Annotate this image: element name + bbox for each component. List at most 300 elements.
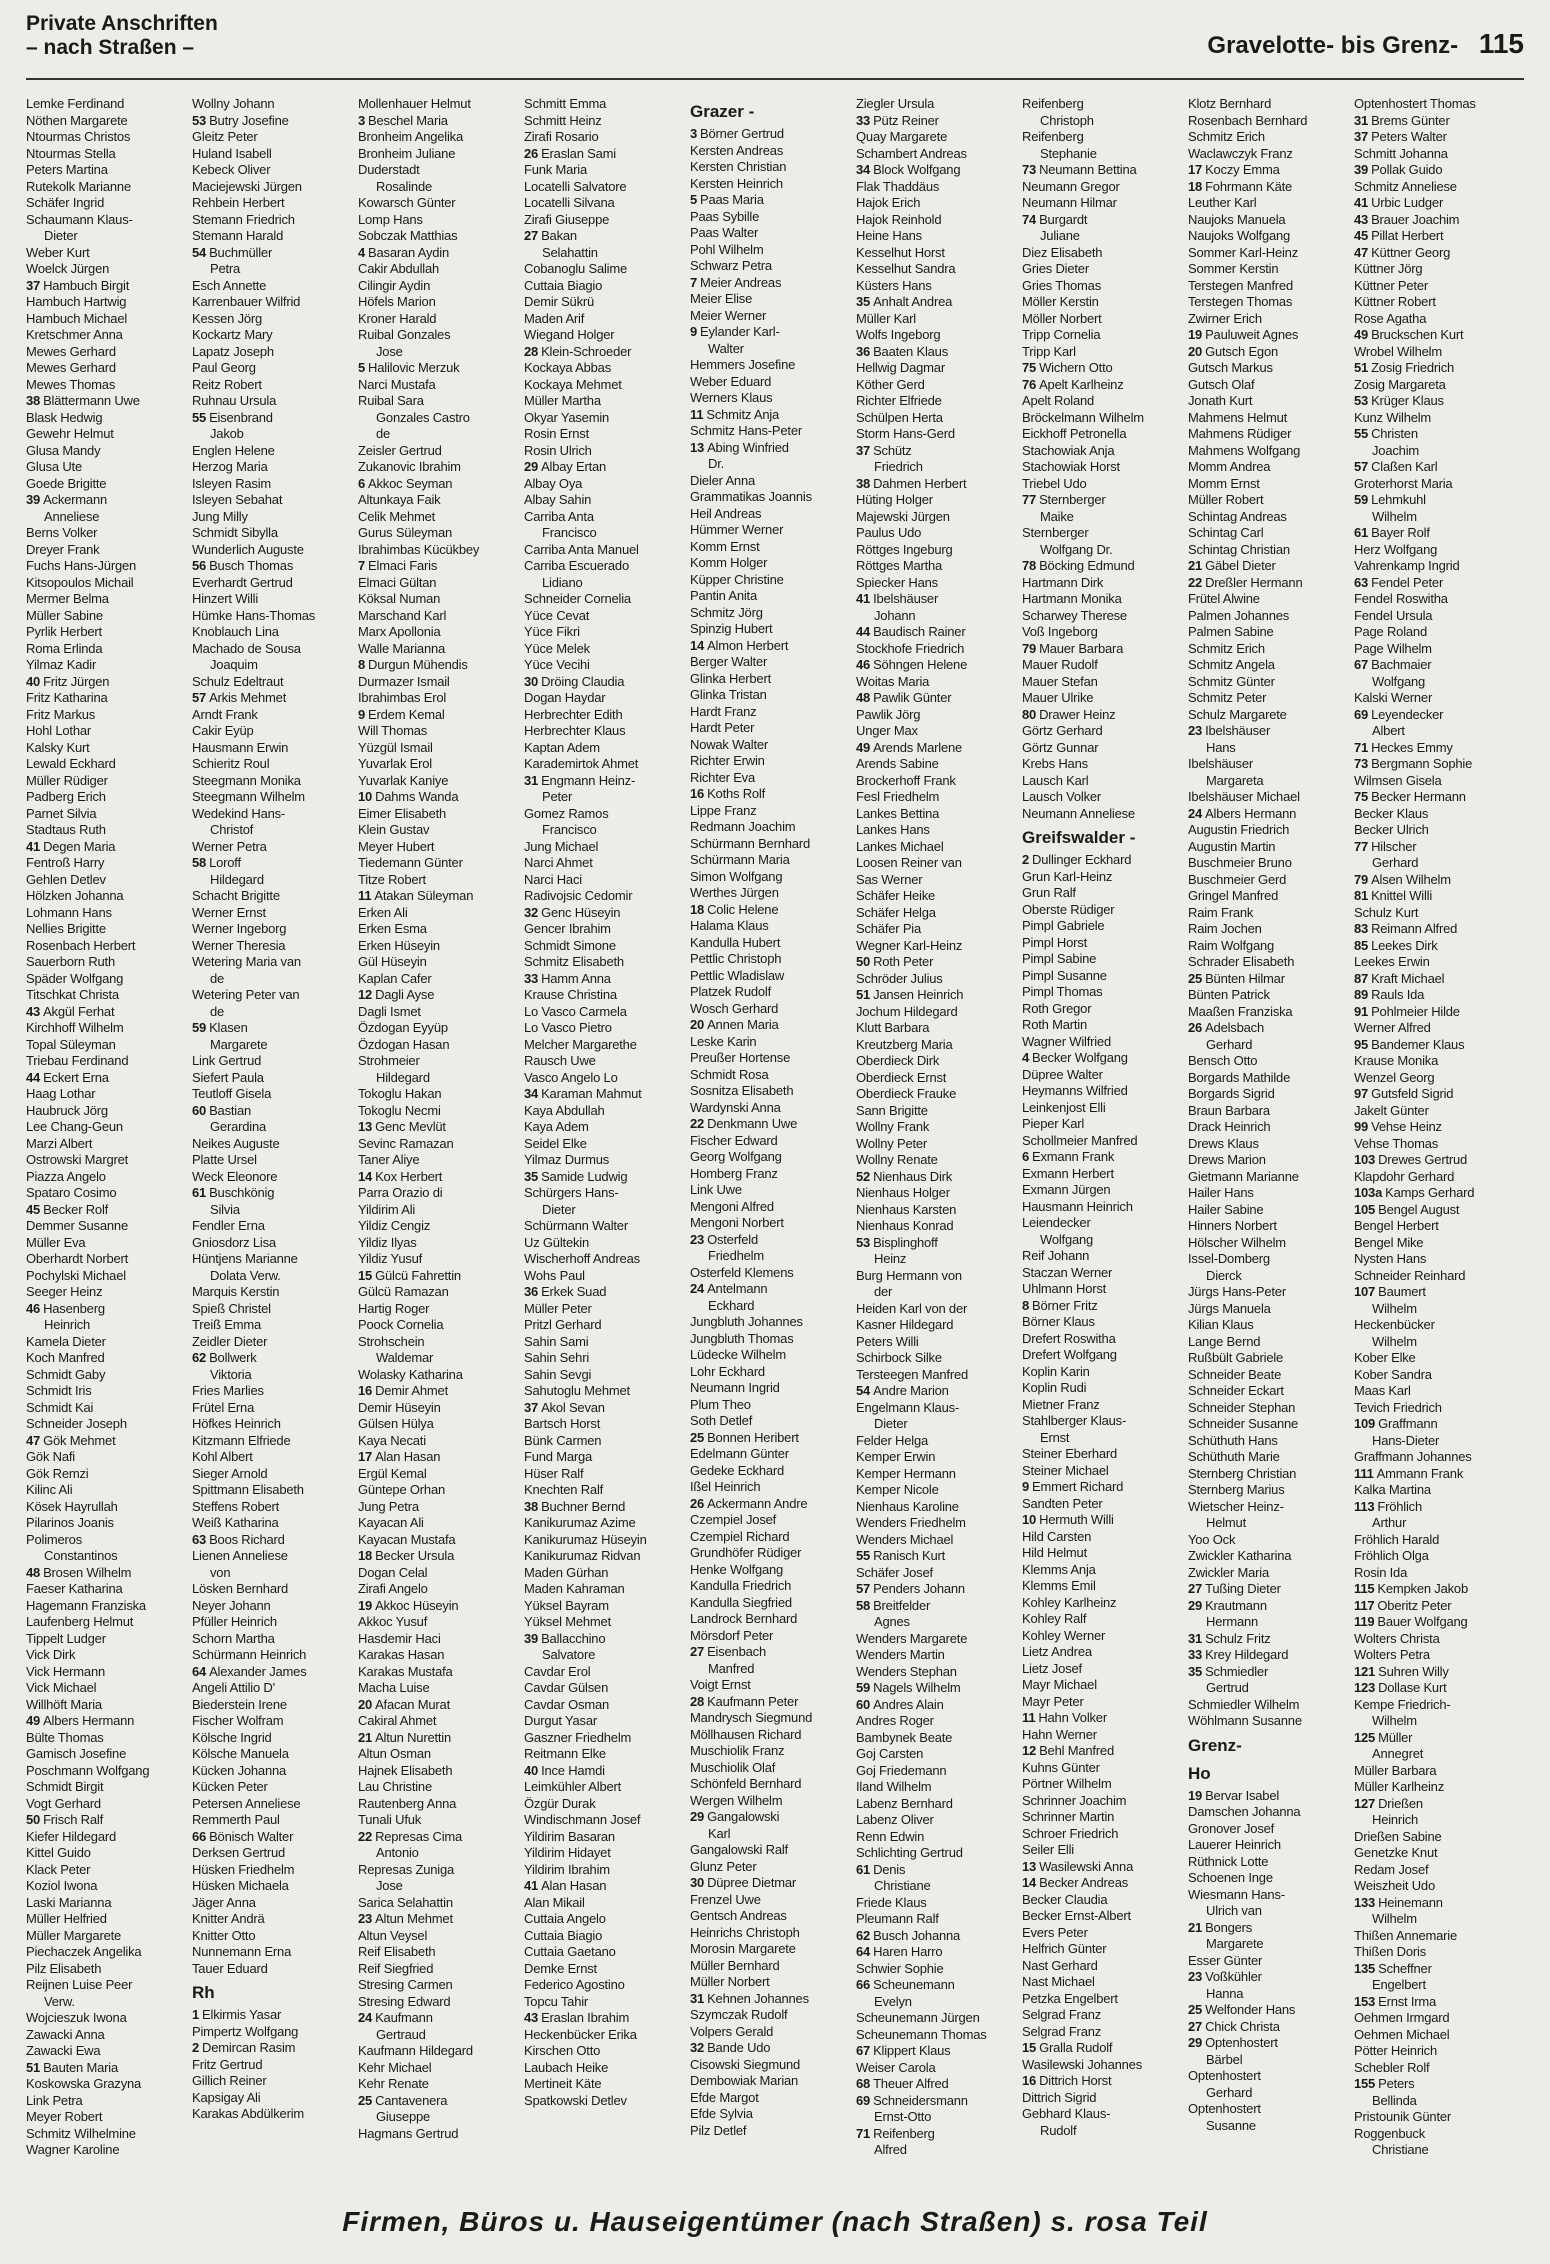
resident-name: Padberg Erich: [26, 789, 106, 804]
resident-name: Schmitz Anneliese: [1354, 178, 1457, 194]
resident-name: Wetering Maria van: [192, 954, 301, 969]
directory-entry: [690, 143, 856, 160]
directory-entry: [26, 1779, 192, 1796]
resident-name: Graffmann Johannes: [1354, 1449, 1472, 1464]
directory-entry: [524, 1548, 690, 1565]
entry-continuation: [690, 1248, 856, 1265]
house-number: 89: [1354, 987, 1369, 1002]
directory-entry: [192, 1433, 358, 1450]
directory-entry: [1354, 1647, 1520, 1664]
resident-name: Eylander Karl-: [700, 324, 780, 339]
directory-entry: [1188, 1821, 1354, 1838]
resident-name: Kockartz Mary: [192, 327, 273, 342]
resident-name: Stachowiak Horst: [1022, 459, 1120, 474]
resident-name: Kirschen Otto: [524, 2043, 601, 2058]
resident-name: Yildirim Ali: [358, 1201, 416, 1217]
resident-name: Schorn Martha: [192, 1630, 275, 1646]
house-number: 5: [690, 192, 698, 207]
resident-name: Wollny Frank: [856, 1119, 930, 1134]
resident-name: Afacan Murat: [375, 1696, 450, 1712]
resident-name: Börner Fritz: [1032, 1297, 1098, 1313]
resident-name: Scharwey Therese: [1022, 607, 1127, 623]
directory-entry: [358, 1235, 524, 1252]
resident-name: Kroner Harald: [358, 310, 437, 326]
resident-name: Eickhoff Petronella: [1022, 426, 1127, 441]
resident-name: Boos Richard: [209, 1531, 285, 1547]
directory-entry: [690, 1199, 856, 1216]
resident-name: Hildegard: [210, 871, 264, 887]
directory-entry: [524, 1449, 690, 1466]
directory-entry: [690, 638, 856, 655]
resident-name: Quay Margarete: [856, 129, 948, 144]
directory-entry: [1354, 756, 1520, 773]
resident-name: Parnet Silvia: [26, 805, 97, 821]
resident-name: Berns Volker: [26, 525, 98, 540]
house-number: 22: [358, 1828, 373, 1844]
house-number: 14: [358, 1168, 373, 1184]
resident-name: Exmann Frank: [1032, 1149, 1115, 1164]
directory-entry: [26, 1532, 192, 1549]
directory-entry: [192, 773, 358, 790]
resident-name: Zirafi Rosario: [524, 129, 599, 144]
resident-name: Petra: [210, 261, 241, 276]
house-number: 25: [1188, 970, 1203, 986]
directory-entry: [1022, 2090, 1188, 2107]
resident-name: Pillat Herbert: [1371, 228, 1444, 243]
directory-entry: [358, 558, 524, 575]
directory-entry: [856, 492, 1022, 509]
directory-entry: [1188, 1887, 1354, 1904]
resident-name: Demke Ernst: [524, 1960, 597, 1976]
house-number: 20: [1188, 343, 1203, 359]
directory-entry: [1188, 1449, 1354, 1466]
resident-name: Gewehr Helmut: [26, 426, 114, 441]
resident-name: Steiner Michael: [1022, 1462, 1109, 1478]
directory-entry: [26, 1977, 192, 1994]
directory-entry: [192, 558, 358, 575]
directory-entry: [1354, 410, 1520, 427]
directory-entry: [1022, 1281, 1188, 1298]
resident-name: Wardynski Anna: [690, 1099, 781, 1115]
directory-entry: [26, 1944, 192, 1961]
resident-name: Yilmaz Durmus: [524, 1152, 610, 1167]
resident-name: Plum Theo: [690, 1396, 751, 1412]
directory-entry: [26, 1796, 192, 1813]
resident-name: Zosig Margareta: [1354, 376, 1446, 392]
resident-name: Güntepe Orhan: [358, 1482, 446, 1497]
resident-name: Börner Gertrud: [700, 126, 784, 141]
entry-continuation: [26, 1548, 192, 1565]
directory-entry: [524, 1284, 690, 1301]
directory-entry: [1188, 591, 1354, 608]
resident-name: Frenzel Uwe: [690, 1891, 761, 1907]
directory-entry: [192, 212, 358, 229]
directory-entry: [1022, 1908, 1188, 1925]
resident-name: Unger Max: [856, 723, 918, 738]
directory-entry: [524, 1103, 690, 1120]
resident-name: Dieler Anna: [690, 472, 756, 488]
house-number: 119: [1354, 1614, 1375, 1629]
resident-name: Schüthuth Hans: [1188, 1432, 1278, 1448]
resident-name: Flak Thaddäus: [856, 178, 940, 194]
resident-name: Mauer Stefan: [1022, 673, 1098, 689]
directory-entry: [690, 291, 856, 308]
directory-entry: [358, 2076, 524, 2093]
resident-name: Esser Günter: [1188, 1952, 1263, 1968]
resident-name: Hardt Franz: [690, 703, 757, 719]
resident-name: Dahmen Herbert: [873, 475, 967, 491]
directory-entry: [358, 1284, 524, 1301]
resident-name: Gillich Reiner: [192, 2073, 267, 2088]
house-number: 61: [856, 1861, 871, 1877]
directory-column: [524, 96, 690, 2186]
house-number: 21: [1188, 1919, 1203, 1935]
directory-entry: [358, 1317, 524, 1334]
directory-entry: [192, 1400, 358, 1417]
resident-name: Hellwig Dagmar: [856, 360, 945, 375]
directory-entry: [26, 2126, 192, 2143]
directory-entry: [1022, 1001, 1188, 1018]
directory-entry: [1022, 327, 1188, 344]
house-number: 63: [192, 1531, 207, 1547]
house-number: 9: [358, 706, 366, 722]
directory-entry: [358, 690, 524, 707]
directory-entry: [26, 2010, 192, 2027]
resident-name: Fischer Wolfram: [192, 1713, 284, 1728]
directory-entry: [1022, 789, 1188, 806]
directory-entry: [1188, 410, 1354, 427]
resident-name: Lange Bernd: [1188, 1333, 1261, 1349]
directory-entry: [358, 1334, 524, 1351]
directory-entry: [1022, 2024, 1188, 2041]
resident-name: Yuvarlak Erol: [358, 756, 432, 771]
directory-entry: [1022, 773, 1188, 790]
resident-name: Neikes Auguste: [192, 1135, 280, 1151]
resident-name: Ranisch Kurt: [873, 1548, 946, 1563]
directory-entry: [26, 575, 192, 592]
directory-entry: [690, 1001, 856, 1018]
directory-entry: [192, 129, 358, 146]
resident-name: Hamm Anna: [541, 970, 611, 986]
directory-entry: [358, 393, 524, 410]
resident-name: Steegmann Monika: [192, 772, 301, 788]
directory-entry: [524, 1119, 690, 1136]
resident-name: Labenz Oliver: [856, 1812, 934, 1827]
resident-name: Jung Milly: [192, 508, 248, 524]
directory-entry: [192, 1697, 358, 1714]
resident-name: Glinka Herbert: [690, 670, 772, 686]
resident-name: Haag Lothar: [26, 1086, 96, 1101]
directory-entry: [1022, 245, 1188, 262]
resident-name: Sommer Kerstin: [1188, 261, 1279, 276]
directory-entry: [856, 1317, 1022, 1334]
entry-continuation: [1188, 1614, 1354, 1631]
resident-name: Schintag Carl: [1188, 525, 1264, 540]
house-number: 80: [1022, 706, 1037, 722]
resident-name: Stockhofe Friedrich: [856, 640, 965, 656]
resident-name: Sahin Sehri: [524, 1350, 590, 1365]
directory-entry: [856, 179, 1022, 196]
directory-entry: [1188, 1953, 1354, 1970]
resident-name: Mertineit Käte: [524, 2076, 602, 2091]
house-number: 24: [1188, 805, 1203, 821]
resident-name: Gedeke Eckhard: [690, 1462, 785, 1478]
resident-name: Verw.: [44, 1993, 75, 2009]
resident-name: Schneider Susanne: [1188, 1416, 1299, 1431]
house-number: 107: [1354, 1284, 1376, 1299]
resident-name: Schmidt Simone: [524, 937, 616, 953]
house-number: 115: [1354, 1581, 1375, 1596]
resident-name: Busch Johanna: [873, 1927, 961, 1943]
directory-entry: [690, 1710, 856, 1727]
directory-entry: [26, 921, 192, 938]
directory-entry: [1022, 1347, 1188, 1364]
resident-name: Baaten Klaus: [873, 343, 948, 359]
directory-entry: [26, 1383, 192, 1400]
resident-name: Grammatikas Joannis: [690, 489, 812, 504]
directory-column: [1354, 96, 1520, 2186]
resident-name: Schäfer Helga: [856, 904, 936, 920]
directory-entry: [26, 261, 192, 278]
directory-entry: [856, 509, 1022, 526]
resident-name: Heine Hans: [856, 228, 922, 243]
directory-entry: [1188, 525, 1354, 542]
house-number: 31: [1354, 112, 1369, 128]
resident-name: Mermer Belma: [26, 591, 109, 606]
directory-entry: [1354, 476, 1520, 493]
resident-name: Graffmann: [1378, 1416, 1438, 1431]
resident-name: Gomez Ramos: [524, 805, 609, 821]
house-number: 10: [358, 789, 373, 804]
resident-name: Erken Esma: [358, 921, 427, 936]
resident-name: Hausmann Erwin: [192, 739, 289, 755]
resident-name: Gencer Ibrahim: [524, 921, 611, 936]
resident-name: Bärbel: [1206, 2051, 1243, 2067]
directory-entry: [26, 1053, 192, 1070]
resident-name: Bergmann Sophie: [1371, 756, 1473, 771]
resident-name: Esch Annette: [192, 277, 267, 293]
resident-name: Knittel Willi: [1371, 888, 1433, 903]
resident-name: Pimpl Thomas: [1022, 984, 1103, 999]
house-number: 31: [1188, 1630, 1203, 1646]
resident-name: Roth Peter: [873, 954, 934, 969]
directory-entry: [690, 275, 856, 292]
directory-entry: [1022, 2007, 1188, 2024]
resident-name: Rosenbach Herbert: [26, 937, 136, 953]
resident-name: Steegmann Wilhelm: [192, 789, 305, 804]
directory-entry: [26, 608, 192, 625]
directory-entry: [1354, 2126, 1520, 2143]
directory-entry: [358, 1383, 524, 1400]
resident-name: Ibrahimbas Kücükbey: [358, 541, 480, 557]
resident-name: Schmitz Wilhelmine: [26, 2125, 136, 2141]
directory-entry: [26, 179, 192, 196]
resident-name: Bünk Carmen: [524, 1432, 602, 1448]
resident-name: Schmidt Kai: [26, 1399, 94, 1415]
directory-entry: [524, 971, 690, 988]
house-number: 37: [524, 1399, 539, 1415]
house-number: 58: [192, 855, 207, 870]
house-number: 71: [1354, 739, 1369, 755]
entry-continuation: [1354, 1334, 1520, 1351]
resident-name: Salvatore: [542, 1647, 596, 1662]
resident-name: Wasilewski Anna: [1039, 1858, 1134, 1874]
resident-name: Zeisler Gertrud: [358, 442, 442, 458]
directory-entry: [856, 1779, 1022, 1796]
directory-entry: [1022, 1479, 1188, 1496]
directory-entry: [524, 690, 690, 707]
resident-name: Kasner Hildegard: [856, 1317, 954, 1332]
directory-entry: [1354, 2010, 1520, 2027]
directory-entry: [358, 1713, 524, 1730]
resident-name: Schlichting Gertrud: [856, 1845, 963, 1860]
resident-name: Vahrenkamp Ingrid: [1354, 558, 1460, 573]
entry-continuation: [1022, 146, 1188, 163]
directory-entry: [1354, 1350, 1520, 1367]
resident-name: Höfels Marion: [358, 294, 436, 309]
resident-name: Tripp Karl: [1022, 343, 1076, 359]
house-number: 77: [1022, 492, 1037, 507]
directory-entry: [192, 492, 358, 509]
street-heading: Rh: [192, 1983, 215, 2002]
directory-entry: [690, 1413, 856, 1430]
directory-entry: [192, 624, 358, 641]
resident-name: Kaplan Cafer: [358, 970, 432, 986]
resident-name: Gäbel Dieter: [1205, 558, 1276, 573]
directory-entry: [524, 1350, 690, 1367]
directory-entry: [690, 242, 856, 259]
entry-continuation: [192, 1037, 358, 1054]
directory-entry: [358, 1103, 524, 1120]
resident-name: Lippe Franz: [690, 802, 757, 818]
resident-name: Becker Ulrich: [1354, 822, 1429, 837]
directory-entry: [1354, 1878, 1520, 1895]
resident-name: Werthes Jürgen: [690, 885, 779, 900]
resident-name: Sevinc Ramazan: [358, 1135, 454, 1151]
resident-name: Möller Norbert: [1022, 310, 1102, 326]
directory-entry: [1188, 1152, 1354, 1169]
resident-name: Rehbein Herbert: [192, 195, 285, 210]
directory-entry: [358, 1631, 524, 1648]
resident-name: Heinemann: [1378, 1894, 1443, 1910]
entry-continuation: [1188, 1037, 1354, 1054]
directory-entry: [358, 1680, 524, 1697]
resident-name: Kayacan Mustafa: [358, 1531, 456, 1547]
directory-entry: [1022, 1991, 1188, 2008]
resident-name: Mahmens Wolfgang: [1188, 442, 1301, 458]
resident-name: Pimpertz Wolfgang: [192, 2023, 299, 2039]
directory-entry: [26, 113, 192, 130]
directory-entry: [1188, 1969, 1354, 1986]
resident-name: Yüksel Mehmet: [524, 1614, 611, 1629]
directory-entry: [856, 525, 1022, 542]
directory-entry: [1188, 608, 1354, 625]
directory-entry: [1022, 1793, 1188, 1810]
house-number: 54: [192, 244, 207, 260]
resident-name: Czempiel Richard: [690, 1528, 790, 1544]
directory-entry: [524, 1004, 690, 1021]
resident-name: Maden Kahraman: [524, 1581, 625, 1596]
directory-entry: [358, 1037, 524, 1054]
house-number: 26: [524, 145, 539, 161]
house-number: 133: [1354, 1894, 1376, 1910]
directory-entry: [192, 1895, 358, 1912]
resident-name: Ackermann: [43, 492, 108, 507]
resident-name: Engelmann Klaus-: [856, 1399, 960, 1415]
directory-entry: [1188, 1383, 1354, 1400]
directory-entry: [690, 1149, 856, 1166]
directory-entry: [1188, 1837, 1354, 1854]
resident-name: Sahin Sami: [524, 1333, 589, 1349]
directory-entry: [1188, 1053, 1354, 1070]
directory-entry: [1022, 1941, 1188, 1958]
directory-entry: [192, 113, 358, 130]
directory-entry: [358, 1185, 524, 1202]
resident-name: Mietner Franz: [1022, 1396, 1100, 1412]
resident-name: Heckes Emmy: [1371, 739, 1453, 755]
resident-name: Dreßler Hermann: [1205, 574, 1303, 590]
resident-name: Böcking Edmund: [1039, 558, 1135, 573]
house-number: 28: [524, 343, 539, 359]
resident-name: Hajok Reinhold: [856, 211, 942, 227]
directory-entry: [26, 1400, 192, 1417]
directory-entry: [1188, 146, 1354, 163]
entry-continuation: [192, 1565, 358, 1582]
directory-entry: [524, 839, 690, 856]
resident-name: Haubruck Jörg: [26, 1102, 108, 1118]
directory-entry: [1188, 921, 1354, 938]
directory-entry: [1022, 902, 1188, 919]
directory-entry: [358, 1581, 524, 1598]
resident-name: Meyer Hubert: [358, 838, 435, 854]
directory-entry: [192, 641, 358, 658]
directory-entry: [26, 1334, 192, 1351]
resident-name: Eisenbach: [707, 1644, 766, 1659]
resident-name: Kaya Necati: [358, 1432, 426, 1448]
resident-name: Emmert Richard: [1032, 1479, 1124, 1494]
resident-name: Spittmann Elisabeth: [192, 1482, 304, 1497]
resident-name: Derksen Gertrud: [192, 1845, 286, 1860]
directory-entry: [690, 1628, 856, 1645]
resident-name: Seiler Elli: [1022, 1842, 1074, 1857]
resident-name: Elmaci Faris: [368, 558, 438, 573]
house-number: 69: [1354, 706, 1369, 722]
directory-entry: [690, 1050, 856, 1067]
resident-name: Kandulla Friedrich: [690, 1578, 792, 1593]
directory-entry: [1188, 558, 1354, 575]
directory-entry: [1188, 311, 1354, 328]
directory-entry: [524, 1911, 690, 1928]
resident-name: Claßen Karl: [1371, 459, 1438, 474]
resident-name: Narci Haci: [524, 871, 582, 887]
resident-name: Paas Maria: [700, 192, 764, 207]
resident-name: Agnes: [874, 1614, 910, 1629]
resident-name: Schmidt Iris: [26, 1383, 92, 1398]
directory-entry: [524, 1631, 690, 1648]
resident-name: Gietmann Marianne: [1188, 1168, 1299, 1184]
directory-entry: [192, 723, 358, 740]
resident-name: Schmitz Elisabeth: [524, 954, 624, 969]
resident-name: Gülsen Hülya: [358, 1416, 434, 1431]
directory-entry: [1022, 1463, 1188, 1480]
directory-entry: [1188, 245, 1354, 262]
directory-entry: [1354, 1317, 1520, 1334]
resident-name: Platzek Rudolf: [690, 984, 772, 999]
directory-entry: [192, 1746, 358, 1763]
resident-name: Sobczak Matthias: [358, 228, 458, 243]
directory-entry: [1354, 1697, 1520, 1714]
resident-name: Spatkowski Detlev: [524, 2092, 627, 2108]
